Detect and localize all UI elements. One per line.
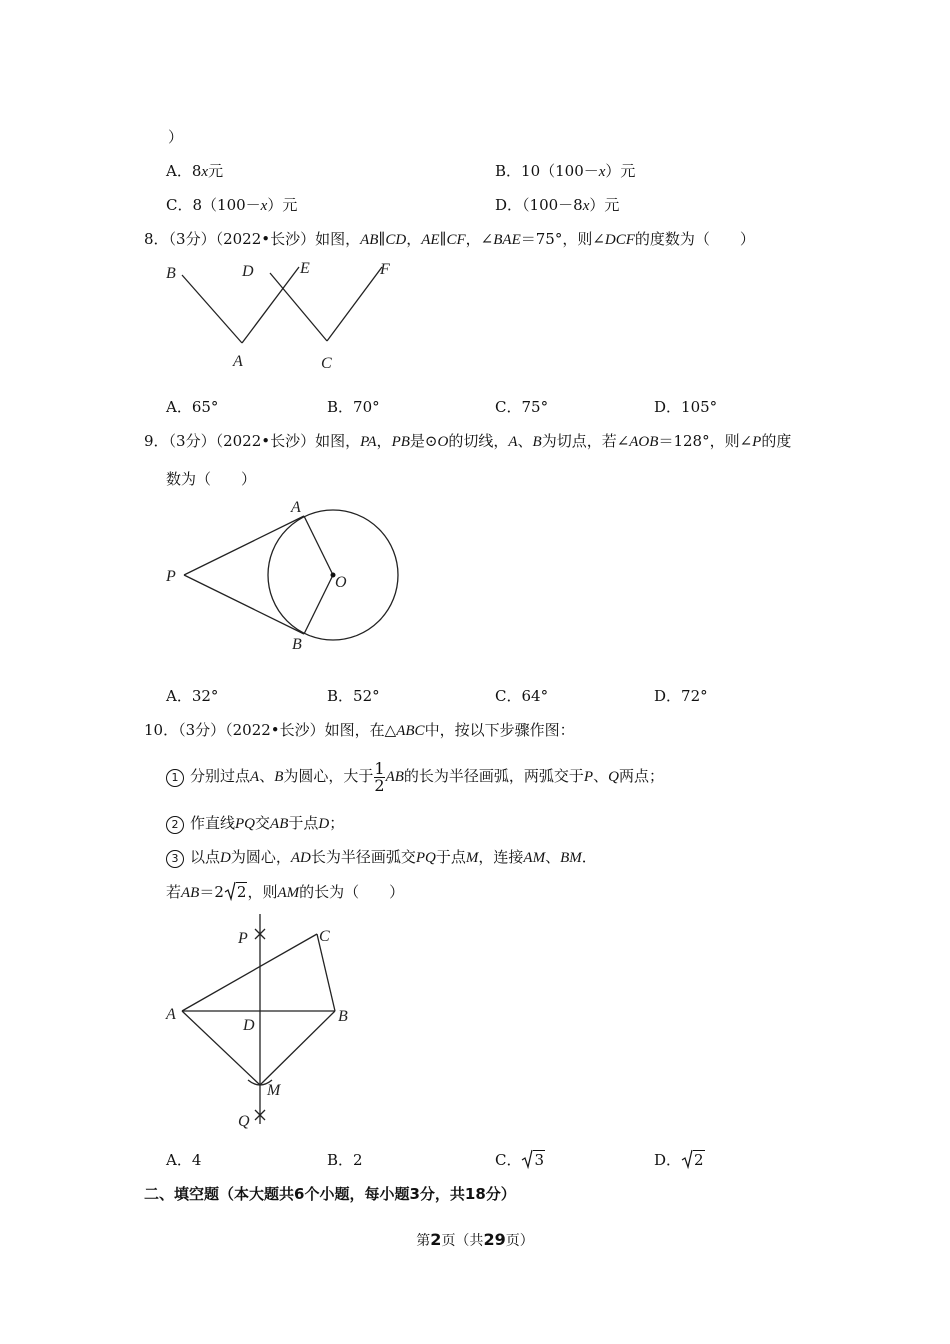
page-footer: 第2页（共29页）	[416, 1230, 534, 1249]
footer-total-pages: 29	[483, 1230, 506, 1249]
q10-step2-mark: 2	[166, 816, 184, 834]
q10-option-c-sqrt: 3	[521, 1150, 545, 1170]
q9-label-b: B	[292, 636, 302, 653]
q7-option-a[interactable]: A．8x元	[166, 162, 224, 180]
q10-sqrt-2: 2	[224, 882, 248, 902]
q10-step2: 2 作直线PQ交AB于点D；	[166, 813, 344, 834]
q10-step1-mark: 1	[166, 769, 184, 787]
q10-figure	[160, 912, 370, 1134]
q10-label-m: M	[267, 1082, 281, 1099]
q10-step3: 3 以点D为圆心，AD长为半径画弧交PQ于点M，连接AM、BM．	[166, 847, 597, 868]
q9-label-o: O	[335, 574, 347, 591]
q8-label-f: F	[380, 261, 390, 278]
q10-segment-cb	[317, 934, 335, 1011]
q10-option-c[interactable]: C． 3	[495, 1151, 545, 1169]
q10-label-c: C	[319, 928, 330, 945]
q9-label-a: A	[291, 499, 301, 516]
q9-stem-line2: 数为（ ）	[166, 470, 257, 488]
q8-option-a[interactable]: A．65°	[166, 398, 219, 416]
q9-label-p: P	[166, 568, 176, 585]
q7-option-c[interactable]: C．8（100－x）元	[166, 196, 298, 214]
footer-page-number: 2	[430, 1230, 442, 1249]
q10-label-q: Q	[238, 1113, 250, 1130]
q10-label-d: D	[243, 1017, 255, 1034]
q9-radius-ob	[304, 575, 333, 634]
q10-option-d-sqrt: 2	[681, 1150, 705, 1170]
q8-option-c[interactable]: C．75°	[495, 398, 549, 416]
q7-option-d[interactable]: D．（100－8x）元	[495, 196, 620, 214]
q9-stem: 9．（3分）（2022•长沙）如图，PA，PB是⊙O的切线，A、B为切点，若∠AOB＝128°，则∠P的度	[144, 432, 792, 450]
q7-option-b[interactable]: B．10（100－x）元	[495, 162, 636, 180]
q9-figure	[160, 495, 410, 655]
q8-label-a: A	[233, 353, 243, 370]
q10-step1: 1 分别过点A、B为圆心，大于 $\frac{1}{2}$ AB的长为半径画弧，两弧交于P、Q两点；	[166, 758, 664, 795]
q10-option-b[interactable]: B．2	[327, 1151, 363, 1169]
q10-fraction-half: $\frac{1}{2}$	[374, 758, 385, 795]
q9-option-c[interactable]: C．64°	[495, 687, 549, 705]
q8-figure	[160, 255, 410, 375]
q10-label-a: A	[166, 1006, 176, 1023]
q10-step3-mark: 3	[166, 850, 184, 868]
q8-option-b[interactable]: B．70°	[327, 398, 380, 416]
q8-segment-cf	[327, 267, 382, 341]
q10-question: 若AB＝2 2，则AM的长为（ ）	[166, 883, 405, 901]
q8-segment-ba	[182, 275, 242, 343]
q10-label-p: P	[238, 930, 248, 947]
q8-segment-dc	[270, 273, 327, 341]
q10-option-d[interactable]: D． 2	[654, 1151, 704, 1169]
q10-segment-ac	[182, 934, 317, 1011]
q10-segment-bm	[260, 1011, 335, 1085]
q10-label-b: B	[338, 1008, 348, 1025]
q8-stem: 8．（3分）（2022•长沙）如图，AB∥CD，AE∥CF，∠BAE＝75°，则∠DCF的度数为（ ）	[144, 230, 755, 248]
q8-label-b: B	[166, 265, 176, 282]
q9-option-a[interactable]: A．32°	[166, 687, 219, 705]
q7-stem-tail: ）	[168, 128, 184, 146]
q9-tangent-pa	[184, 516, 304, 575]
section-2-title: 二、填空题（本大题共6个小题，每小题3分，共18分）	[144, 1185, 516, 1203]
q9-option-d[interactable]: D．72°	[654, 687, 708, 705]
q8-label-e: E	[300, 260, 310, 277]
q10-stem: 10．（3分）（2022•长沙）如图，在△ABC中，按以下步骤作图：	[144, 721, 575, 739]
q10-option-a[interactable]: A．4	[166, 1151, 202, 1169]
q8-label-c: C	[321, 355, 332, 372]
q9-option-b[interactable]: B．52°	[327, 687, 380, 705]
q8-option-d[interactable]: D．105°	[654, 398, 718, 416]
q8-label-d: D	[242, 263, 254, 280]
q9-tangent-pb	[184, 575, 304, 634]
q9-radius-oa	[304, 516, 333, 575]
